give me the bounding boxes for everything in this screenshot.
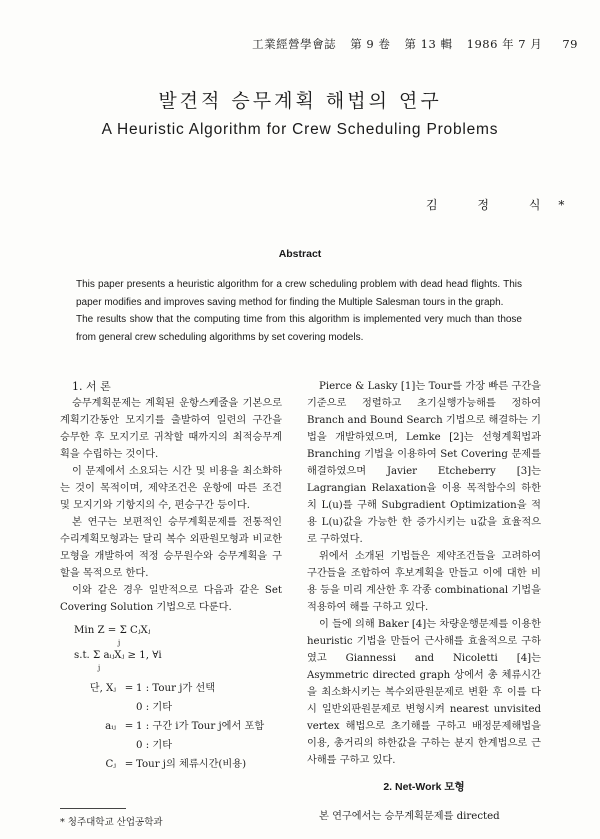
title-korean: 발견적 승무계획 해법의 연구 <box>158 90 442 112</box>
c-definition: Cⱼ = Tour j의 체류시간(비용) <box>105 759 247 770</box>
abstract-paragraph: This paper presents a heuristic algorithm for a crew scheduling problem with dead head flights. This paper modifies and improves saving method for finding the Multiple Salesman tours in the graph. <box>76 279 522 308</box>
issue-date: 1986 年 7 月 <box>466 37 543 51</box>
body-paragraph: 본 연구에서는 승무계획문제를 directed <box>319 811 500 822</box>
journal-name: 工業經營學會誌 <box>252 37 337 51</box>
abstract-heading: Abstract <box>278 248 322 260</box>
body-paragraph: 본 연구는 보편적인 승무계획문제를 전통적인 수리계획모형과는 달리 복수 외판원모형과 비교한 모형을 개발하여 적정 승무원수와 승무계획을 구할을 목적으로 한다. <box>60 517 282 579</box>
abstract-body <box>76 276 522 346</box>
objective-subscript: j <box>118 639 121 647</box>
section-2-title: 2. Net-Work 모형 <box>383 781 465 793</box>
volume: 第 9 卷 <box>350 37 391 51</box>
constraint-subscript: j <box>98 664 101 672</box>
section-1-title: 1. 서 론 <box>72 380 111 393</box>
constraint: s.t. Σ aᵢⱼXⱼ ≥ 1, ∀i j <box>74 647 282 672</box>
left-column <box>60 378 282 775</box>
body-paragraph: 승무계획문제는 계획된 운항스케줄을 기본으로 계획기간동안 모지기를 출발하여 일련의 구간을 승무한 후 모지기로 귀착할 때까지의 최적승무계획을 수립하는 것이다. <box>60 398 282 460</box>
abstract-paragraph: The results show that the computing time from this algorithm is implemented very much than those from general crew scheduling algorithms by set covering models. <box>76 314 522 343</box>
footnote: * 청주대학교 산업공학과 <box>60 817 163 828</box>
author-name: 김 정 식* <box>426 198 583 212</box>
body-paragraph: Pierce & Lasky [1]는 Tour를 가장 빠른 구간을 기준으로 정렬하고 초기실행가능해를 정하여 Branch and Bound Search 기법으로 해결하는 기법을 개발하였으며, Lemke [2]는 선형계획법과 Branching 기법을 이용하여 Set Covering 문제를 해결하였으며 Javier Etcheberry [3]는 Lagrangian Relaxation을 이용 목적함수의 하한치 L(u)를 구해 Subgradient Optimization을 적용 L(u)값을 가능한 한 증가시키는 u값을 효율적으로 구하였다. <box>307 381 541 545</box>
body-paragraph: 이 문제에서 소요되는 시간 및 비용을 최소화하는 것이 목적이며, 제약조건은 운항에 따른 조건 및 모지기와 기항지의 수, 편승구간 등이다. <box>60 466 282 511</box>
set-covering-formula <box>60 622 282 773</box>
running-header <box>242 36 578 52</box>
x-otherwise: 0 : 기타 <box>136 702 173 713</box>
issue: 第 13 輯 <box>404 37 453 51</box>
title-english: A Heuristic Algorithm for Crew Scheduling Problems <box>101 121 499 138</box>
body-paragraph: 이 들에 의해 Baker [4]는 차량운행문제를 이용한 heuristic 기법을 만들어 근사해를 효율적으로 구하였고 Giannessi and Nicoletti [4]는 Asymmetric directed graph 상에서 총 체류시간을 최소화시키는 복수외판원문제로 변환 후 이를 다시 일반외판원문제로 변형시켜 nearest unvisited vertex 해법으로 초기해를 구하고 배정문제해법을 이용, 총거리의 하한값을 구하는 분지 한계법으로 근사해를 구하고 있다. <box>307 619 541 766</box>
page-number: 79 <box>562 37 578 51</box>
right-column <box>307 378 541 825</box>
footnote-divider <box>60 808 126 809</box>
body-paragraph: 위에서 소개된 기법들은 제약조건들을 고려하여 구간들을 조합하여 후보계획을 만들고 이에 대한 비용 등을 미리 계산한 후 각종 combinational 기법을 적용하여 해를 구하고 있다. <box>307 551 541 613</box>
a-otherwise: 0 : 기타 <box>136 740 173 751</box>
a-definition: aᵢⱼ = 1 : 구간 i가 Tour j에서 포함 <box>105 721 265 732</box>
body-paragraph: 이와 같은 경우 일반적으로 다음과 같은 Set Covering Solution 기법으로 다룬다. <box>60 585 282 613</box>
x-definition: 단, Xⱼ = 1 : Tour j가 선택 <box>89 683 216 694</box>
objective-function: Min Z = Σ CⱼXⱼ j <box>74 622 282 647</box>
